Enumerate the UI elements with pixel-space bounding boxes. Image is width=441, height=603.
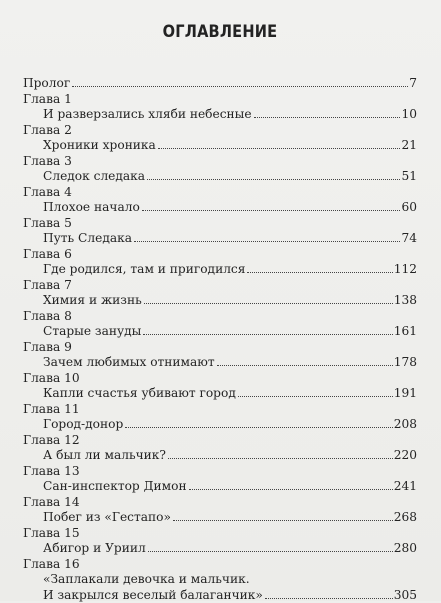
dot-leader xyxy=(247,272,392,273)
toc-page-number: 305 xyxy=(394,588,417,603)
chapter-number: Глава 1 xyxy=(23,92,72,108)
dot-leader xyxy=(217,365,393,366)
chapter-number: Глава 6 xyxy=(23,247,72,263)
toc-entry-label: Пролог xyxy=(23,76,70,92)
chapter-number: Глава 11 xyxy=(23,402,80,418)
chapter-heading xyxy=(23,185,417,201)
toc-entry-label: Хроники хроника xyxy=(43,138,156,154)
chapter-number: Глава 14 xyxy=(23,495,80,511)
chapter-number: Глава 3 xyxy=(23,154,72,170)
toc-page-number: 208 xyxy=(394,417,417,433)
toc-page-number: 220 xyxy=(394,448,417,464)
toc-page-number: 280 xyxy=(394,541,417,557)
chapter-heading xyxy=(23,371,417,387)
chapter-heading xyxy=(23,433,417,449)
toc-entry-label: «Заплакали девочка и мальчик. xyxy=(43,572,250,588)
toc-page-number: 74 xyxy=(401,231,417,247)
toc-entry-label: И разверзались хляби небесные xyxy=(43,107,252,123)
toc-page-number: 7 xyxy=(409,76,417,92)
toc-entry-label: Химия и жизнь xyxy=(43,293,142,309)
toc-entry-label: Старые зануды xyxy=(43,324,141,340)
toc-entry-label: Зачем любимых отнимают xyxy=(43,355,215,371)
chapter-number: Глава 9 xyxy=(23,340,72,356)
toc-entry-label: Город-донор xyxy=(43,417,123,433)
toc-entry-label: Сан-инспектор Димон xyxy=(43,479,187,495)
toc-page-number: 60 xyxy=(401,200,417,216)
dot-leader xyxy=(144,303,393,304)
chapter-number: Глава 4 xyxy=(23,185,72,201)
chapter-number: Глава 16 xyxy=(23,557,80,573)
dot-leader xyxy=(254,117,401,118)
dot-leader xyxy=(125,427,392,428)
dot-leader xyxy=(189,489,393,490)
chapter-number: Глава 10 xyxy=(23,371,80,387)
toc-page-number: 21 xyxy=(401,138,417,154)
dot-leader xyxy=(72,86,408,87)
toc-entry-label: Побег из «Гестапо» xyxy=(43,510,171,526)
toc-page-number: 112 xyxy=(394,262,417,278)
toc-entry xyxy=(23,386,417,402)
toc-entry-line-1 xyxy=(23,572,417,588)
dot-leader xyxy=(168,458,393,459)
toc-entry xyxy=(23,169,417,185)
chapter-heading xyxy=(23,154,417,170)
toc-page-number: 161 xyxy=(394,324,417,340)
chapter-heading xyxy=(23,123,417,139)
toc-entry xyxy=(23,510,417,526)
dot-leader xyxy=(143,334,392,335)
toc-entry xyxy=(23,448,417,464)
toc-entry xyxy=(23,479,417,495)
toc-entry-label: Плохое начало xyxy=(43,200,140,216)
chapter-number: Глава 12 xyxy=(23,433,80,449)
toc-entry-label: Следок следака xyxy=(43,169,145,185)
chapter-number: Глава 15 xyxy=(23,526,80,542)
chapter-number: Глава 13 xyxy=(23,464,80,480)
dot-leader xyxy=(173,520,393,521)
dot-leader xyxy=(238,396,393,397)
toc-entry xyxy=(23,262,417,278)
dot-leader xyxy=(147,179,400,180)
toc-page-number: 51 xyxy=(401,169,417,185)
toc-page-number: 138 xyxy=(394,293,417,309)
toc-entry xyxy=(23,200,417,216)
chapter-heading xyxy=(23,526,417,542)
chapter-number: Глава 5 xyxy=(23,216,72,232)
chapter-number: Глава 8 xyxy=(23,309,72,325)
dot-leader xyxy=(134,241,401,242)
toc-entry-label: Капли счастья убивают город xyxy=(43,386,236,402)
page-title: ОГЛАВЛЕНИЕ xyxy=(51,22,390,42)
toc-entry-label: Абигор и Уриил xyxy=(43,541,146,557)
toc-entry xyxy=(23,138,417,154)
toc-entry xyxy=(23,417,417,433)
chapter-heading xyxy=(23,216,417,232)
toc-entry xyxy=(23,107,417,123)
chapter-heading xyxy=(23,340,417,356)
dot-leader xyxy=(158,148,401,149)
dot-leader xyxy=(142,210,401,211)
toc-page-number: 241 xyxy=(394,479,417,495)
toc-page-number: 191 xyxy=(394,386,417,402)
dot-leader xyxy=(265,598,393,599)
toc-entry xyxy=(23,355,417,371)
chapter-heading xyxy=(23,278,417,294)
dot-leader xyxy=(148,551,393,552)
toc-entry-label: А был ли мальчик? xyxy=(43,448,166,464)
table-of-contents xyxy=(23,76,417,603)
toc-entry xyxy=(23,231,417,247)
chapter-heading xyxy=(23,495,417,511)
toc-entry xyxy=(23,541,417,557)
toc-page-number: 178 xyxy=(394,355,417,371)
toc-entry-prologue xyxy=(23,76,417,92)
toc-entry xyxy=(23,324,417,340)
chapter-heading xyxy=(23,557,417,573)
chapter-heading xyxy=(23,247,417,263)
toc-entry-label: Где родился, там и пригодился xyxy=(43,262,245,278)
toc-entry xyxy=(23,293,417,309)
toc-page-number: 268 xyxy=(394,510,417,526)
chapter-heading xyxy=(23,402,417,418)
toc-entry-label-continued: И закрылся веселый балаганчик» xyxy=(43,588,263,603)
chapter-heading xyxy=(23,92,417,108)
chapter-number: Глава 7 xyxy=(23,278,72,294)
toc-page-number: 10 xyxy=(401,107,417,123)
chapter-heading xyxy=(23,309,417,325)
chapter-heading xyxy=(23,464,417,480)
chapter-number: Глава 2 xyxy=(23,123,72,139)
toc-entry-label: Путь Следака xyxy=(43,231,132,247)
